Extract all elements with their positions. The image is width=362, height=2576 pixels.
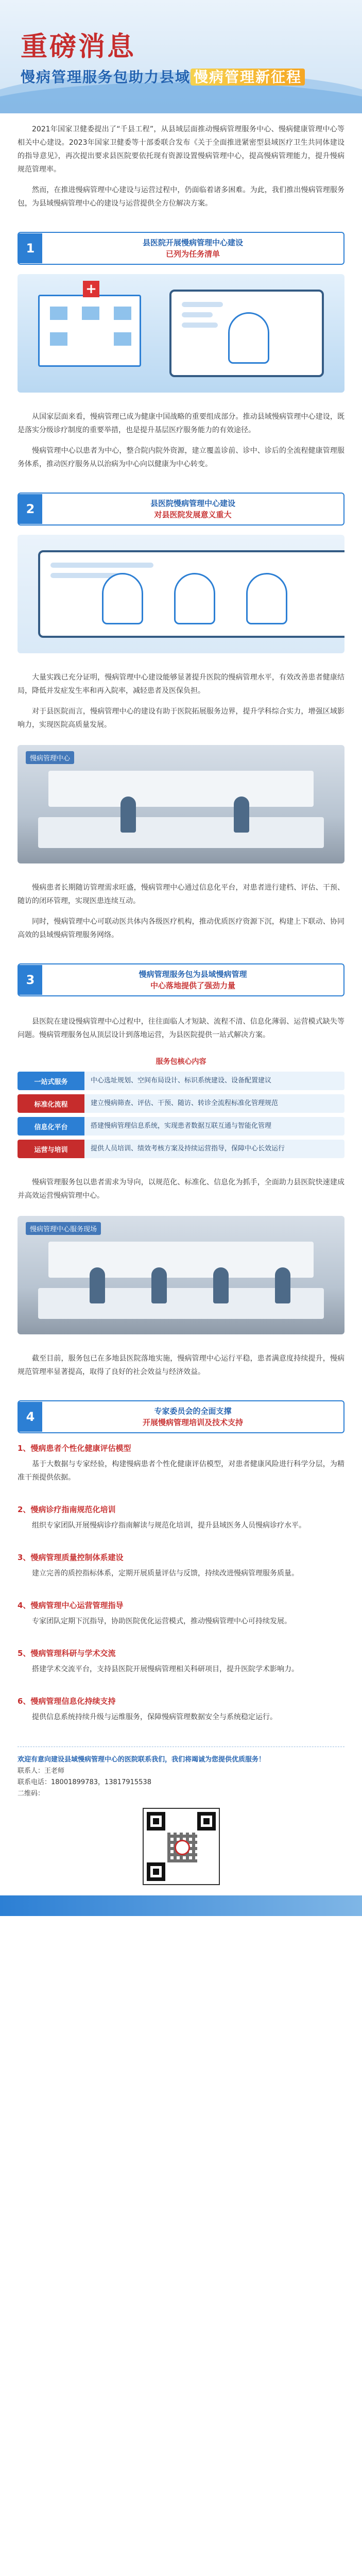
banner-title-pre: 慢病管理服务包助力县域 — [21, 69, 191, 86]
section-4-sub-paragraph: 搭建学术交流平台，支持县医院开展慢病管理相关科研项目，提升医院学术影响力。 — [32, 1665, 299, 1673]
screen-bar — [182, 312, 213, 317]
section-1-title-line2: 已列为任务清单 — [165, 249, 220, 259]
flow-row-body: 中心选址规划、空间布局设计、标识系统建设、设备配置建议 — [84, 1072, 344, 1090]
window-shape — [114, 332, 131, 346]
section-2-heading — [18, 493, 344, 526]
qr-label: 二维码： — [18, 1790, 45, 1798]
section-4-sub-body — [0, 1615, 362, 1638]
section-1-title-line1: 县医院开展慢病管理中心建设 — [142, 238, 243, 247]
window-shape — [50, 332, 67, 346]
flow-row-tag: 运营与培训 — [18, 1140, 84, 1158]
section-3-body — [0, 1166, 362, 1213]
window-shape — [50, 307, 67, 320]
bottom-decor-strip — [0, 1895, 362, 1916]
doctor-figure-icon — [246, 573, 287, 624]
section-4-subheading: 5、慢病管理科研与学术交流 — [18, 1649, 116, 1658]
qr-finder — [147, 1812, 165, 1831]
section-3-intro — [0, 1006, 362, 1052]
intro-paragraph-2: 然而，在推进慢病管理中心建设与运营过程中，仍面临着诸多困难。为此，我们推出慢病管理服务包，为县域慢病管理中心的建设与运营提供全方位解决方案。 — [18, 186, 344, 208]
banner-title-highlight: 慢病管理新征程 — [191, 69, 305, 86]
section-4-sub-body — [0, 1567, 362, 1590]
photo-person — [275, 1267, 290, 1303]
photo-desk — [38, 817, 324, 848]
section-3-paragraph-1: 慢病管理服务包以患者需求为导向，以规范化、标准化、信息化为抓手，全面助力县医院快速建成并高效运营慢病管理中心。 — [18, 1178, 344, 1200]
section-4-sub-body — [0, 1710, 362, 1734]
section-1-title — [42, 233, 343, 264]
section-3-title-line1: 慢病管理服务包为县域慢病管理 — [139, 970, 247, 979]
screen-bar — [50, 563, 153, 568]
qr-finder — [197, 1812, 216, 1831]
window-shape — [114, 307, 131, 320]
section-4-number: 4 — [19, 1402, 42, 1432]
banner-kicker: 重磅消息 — [21, 31, 136, 62]
footer-phone — [18, 1777, 344, 1788]
qr-finder — [147, 1862, 165, 1881]
section-4-sub-body — [0, 1458, 362, 1495]
flow-row-tag: 标准化流程 — [18, 1094, 84, 1113]
footer-contact — [18, 1766, 344, 1777]
section-4-title-line2: 开展慢病管理培训及技术支持 — [142, 1418, 243, 1427]
section-3-body-b — [0, 1343, 362, 1389]
banner-title — [21, 66, 305, 87]
contact-label: 联系人： — [18, 1767, 45, 1775]
flow-row-tag: 一站式服务 — [18, 1072, 84, 1090]
section-3-title — [42, 964, 343, 995]
qr-logo-icon — [175, 1840, 190, 1855]
photo-1-label: 慢病管理中心 — [26, 751, 74, 764]
section-2-title-line2: 对县医院发展意义重大 — [154, 510, 232, 519]
center-photo-1 — [18, 745, 344, 863]
section-4-title — [42, 1401, 343, 1432]
section-4-sub-paragraph: 专家团队定期下沉指导，协助医院优化运营模式，推动慢病管理中心可持续发展。 — [32, 1617, 291, 1625]
footer-note: 欢迎有意向建设县域慢病管理中心的医院联系我们，我们将竭诚为您提供优质服务！ — [18, 1756, 266, 1764]
section-3-heading — [18, 963, 344, 996]
photo-wall — [48, 771, 314, 807]
section-4-sub-paragraph: 建立完善的质控指标体系，定期开展质量评估与反馈，持续改进慢病管理服务质量。 — [32, 1569, 299, 1578]
section-3-intro-paragraph: 县医院在建设慢病管理中心过程中，往往面临人才短缺、流程不清、信息化薄弱、运营模式缺失等问题。慢病管理服务包从顶层设计到落地运营，为县医院提供一站式解决方案。 — [18, 1018, 344, 1039]
section-1-paragraph-2: 慢病管理中心以患者为中心，整合院内院外资源，建立覆盖诊前、诊中、诊后的全流程健康管理服务体系，推动医疗服务从以治病为中心向以健康为中心转变。 — [18, 447, 344, 468]
section-4-subheading: 1、慢病患者个性化健康评估模型 — [18, 1444, 131, 1453]
section-2-paragraph-4: 同时，慢病管理中心可联动医共体内各级医疗机构，推动优质医疗资源下沉，构建上下联动、协同高效的县域慢病管理服务网络。 — [18, 918, 344, 939]
section-2-number: 2 — [19, 494, 42, 524]
screen-bar — [182, 302, 223, 307]
photo-person — [90, 1267, 105, 1303]
section-2-paragraph-2: 对于县医院而言，慢病管理中心的建设有助于医院拓展服务边界，提升学科综合实力，增强区域影响力，实现医院高质量发展。 — [18, 707, 344, 729]
section-4-sub-paragraph: 基于大数据与专家经验，构建慢病患者个性化健康评估模型，对患者健康风险进行科学分层，为精准干预提供依据。 — [18, 1460, 344, 1482]
section-3-number: 3 — [19, 965, 42, 995]
section-3-title-line2: 中心落地提供了强劲力量 — [150, 981, 235, 990]
center-photo-2 — [18, 1216, 344, 1334]
section-4-heading — [18, 1400, 344, 1433]
flow-row — [18, 1072, 344, 1090]
team-meeting-screen-icon — [38, 550, 344, 638]
flow-center-title: 服务包核心内容 — [156, 1058, 206, 1066]
section-1-paragraph-1: 从国家层面来看，慢病管理已成为健康中国战略的重要组成部分。推动县域慢病管理中心建设，既是落实分级诊疗制度的重要举措，也是提升基层医疗服务能力的有效途径。 — [18, 413, 344, 434]
section-1-number: 1 — [19, 233, 42, 263]
intro-section — [0, 113, 362, 221]
flow-row — [18, 1140, 344, 1158]
photo-person — [213, 1267, 229, 1303]
hospital-illustration — [18, 274, 344, 393]
phone-number[interactable]: 18001899783，13817915538 — [51, 1778, 151, 1786]
medical-cross-icon: + — [83, 281, 99, 297]
section-2-body-b — [0, 872, 362, 952]
footer — [18, 1747, 344, 1885]
flow-row — [18, 1117, 344, 1136]
section-3-paragraph-2: 截至目前，服务包已在多地县医院落地实施，慢病管理中心运行平稳，患者满意度持续提升，慢病规范管理率显著提高，取得了良好的社会效益与经济效益。 — [18, 1354, 344, 1376]
section-4-title-line1: 专家委员会的全面支撑 — [154, 1406, 232, 1416]
section-2-paragraph-1: 大量实践已充分证明，慢病管理中心建设能够显著提升医院的慢病管理水平，有效改善患者健康结局，降低并发症发生率和再入院率，减轻患者及医保负担。 — [18, 673, 344, 695]
flow-row — [18, 1094, 344, 1113]
team-illustration — [18, 535, 344, 653]
section-4-subheading: 2、慢病诊疗指南规范化培训 — [18, 1505, 116, 1514]
flow-row-body: 搭建慢病管理信息系统，实现患者数据互联互通与智能化管理 — [84, 1117, 344, 1136]
section-4-sub-paragraph: 提供信息系统持续升级与运维服务，保障慢病管理数据安全与系统稳定运行。 — [32, 1713, 277, 1721]
section-2-title — [42, 494, 343, 524]
section-4-subheading: 6、慢病管理信息化持续支持 — [18, 1697, 116, 1706]
photo-wall — [48, 1242, 314, 1278]
phone-label: 联系电话： — [18, 1778, 51, 1786]
contact-name: 王老师 — [44, 1767, 65, 1775]
section-4-subheading: 3、慢病管理质量控制体系建设 — [18, 1553, 124, 1562]
doctor-figure-icon — [228, 312, 269, 364]
photo-person — [120, 796, 136, 833]
section-1-heading — [18, 232, 344, 265]
doctor-figure-icon — [174, 573, 215, 624]
section-4-sub-body — [0, 1663, 362, 1686]
photo-person — [234, 796, 249, 833]
section-4-sub-paragraph: 组织专家团队开展慢病诊疗指南解读与规范化培训，提升县域医务人员慢病诊疗水平。 — [32, 1521, 306, 1530]
intro-paragraph-1: 2021年国家卫健委提出了“千县工程”，从县域层面推动慢病管理服务中心、慢病健康管理中心等相关中心建设。2023年国家卫健委等十部委联合发布《关于全面推进紧密型县域医疗卫生共同体建设的指导意见》，再次提出要求县医院要依托现有资源设置慢病管理中心，提高慢病管理能力，提升慢病规范管理率。 — [18, 125, 344, 174]
flow-row-body: 提供人员培训、绩效考核方案及持续运营指导，保障中心长效运行 — [84, 1140, 344, 1158]
hospital-building-icon — [38, 281, 141, 367]
section-2-title-line1: 县医院慢病管理中心建设 — [150, 499, 235, 508]
service-flow-diagram — [18, 1056, 344, 1158]
screen-bar — [182, 323, 218, 328]
telemedicine-screen-icon — [169, 290, 324, 377]
photo-2-label: 慢病管理中心服务现场 — [26, 1222, 101, 1235]
section-2-paragraph-3: 慢病患者长期随访管理需求旺盛，慢病管理中心通过信息化平台，对患者进行建档、评估、干预、随访的闭环管理，实现医患连续互动。 — [18, 884, 344, 905]
qr-code-icon[interactable] — [143, 1808, 220, 1885]
section-1-body — [0, 401, 362, 481]
doctor-figure-icon — [102, 573, 143, 624]
flow-row-body: 建立慢病筛查、评估、干预、随访、转诊全流程标准化管理规范 — [84, 1094, 344, 1113]
photo-person — [151, 1267, 167, 1303]
section-4-sub-body — [0, 1519, 362, 1543]
section-4-subheading: 4、慢病管理中心运营管理指导 — [18, 1601, 124, 1610]
header-banner — [0, 0, 362, 113]
flow-row-tag: 信息化平台 — [18, 1117, 84, 1136]
window-shape — [82, 307, 99, 320]
section-2-body — [0, 662, 362, 742]
